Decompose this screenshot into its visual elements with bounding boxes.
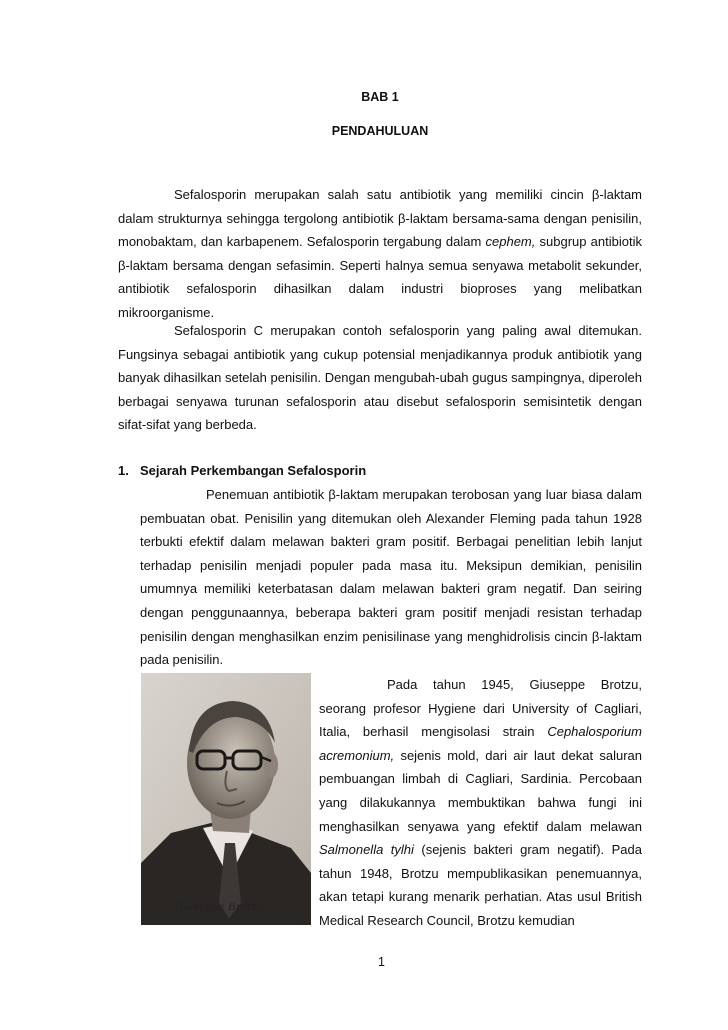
section-paragraph-2: Pada tahun 1945, Giuseppe Brotzu, seorang profesor Hygiene dari University of Cagliari, Italia, berhasil mengisolasi strain Cephalosporium acremonium, sejenis mold, dari air laut dekat saluran pembuangan limbah di Cagliari, Sardinia. Percobaan yang dilakukannya membuktikan bahwa fungi ini menghasilkan senyawa yang efektif dalam melawan Salmonella tylhi (sejenis bakteri gram negatif). Pada tahun 1948, Brotzu mempublikasikan penemuannya, akan tetapi kurang menarik perhatian. Atas usul British Medical Research Council, Brotzu kemudian xyxy=(319,677,642,928)
intro-paragraph-1: Sefalosporin merupakan salah satu antibiotik yang memiliki cincin β-laktam dalam strukturnya sehingga tergolong antibiotik β-laktam bersama-sama dengan penisilin, monobaktam, dan karbapenem. Sefalosporin tergabung dalam cephem, subgrup antibiotik β-laktam bersama dengan sefasimin. Seperti halnya semua senyawa metabolit sekunder, antibiotik sefalosporin dihasilkan dalam industri bioproses yang melibatkan mikroorganisme. xyxy=(118,187,642,320)
intro-paragraph-2: Sefalosporin C merupakan contoh sefalosporin yang paling awal ditemukan. Fungsinya sebagai antibiotik yang cukup potensial menjadikannya produk antibiotik yang banyak dihasilkan setelah penisilin. Dengan mengubah-ubah gugus sampingnya, diperoleh berbagai senyawa turunan sefalosporin atau disebut sefalosporin semisintetik dengan sifat-sifat yang berbeda. xyxy=(118,323,642,433)
portrait-photo xyxy=(141,673,311,925)
photo-caption: Giuseppe Brotzu xyxy=(175,901,264,913)
portrait-image xyxy=(141,673,311,925)
term-cephem: cephem, xyxy=(485,234,536,250)
term-salmonella: Salmonella tylhi xyxy=(319,842,414,858)
page-number: 1 xyxy=(378,955,385,969)
chapter-label: BAB 1 xyxy=(361,90,399,104)
section-title: Sejarah Perkembangan Sefalosporin xyxy=(140,463,367,478)
term-cephalosporium: Cephalosporium acremonium, xyxy=(319,724,642,763)
chapter-title: PENDAHULUAN xyxy=(331,124,429,138)
section-paragraph-1: Penemuan antibiotik β-laktam merupakan terobosan yang luar biasa dalam pembuatan obat. Penisilin yang ditemukan oleh Alexander Fleming pada tahun 1928 terbukti efektif dalam melawan bakteri gram positif. Berbagai penelitian lebih lanjut terhadap penisilin menjadi populer pada masa itu. Meksipun demikian, penisilin umumnya memiliki keterbatasan dalam melawan bakteri gram negatif. Dan seiring dengan penggunaannya, beberapa bakteri gram positif menjadi resistan terhadap penisilin dengan menghasilkan enzim penisilinase yang menghidrolisis cincin β-laktam pada penisilin. xyxy=(140,487,642,668)
section-heading xyxy=(118,463,366,478)
section-number: 1. xyxy=(118,463,129,478)
